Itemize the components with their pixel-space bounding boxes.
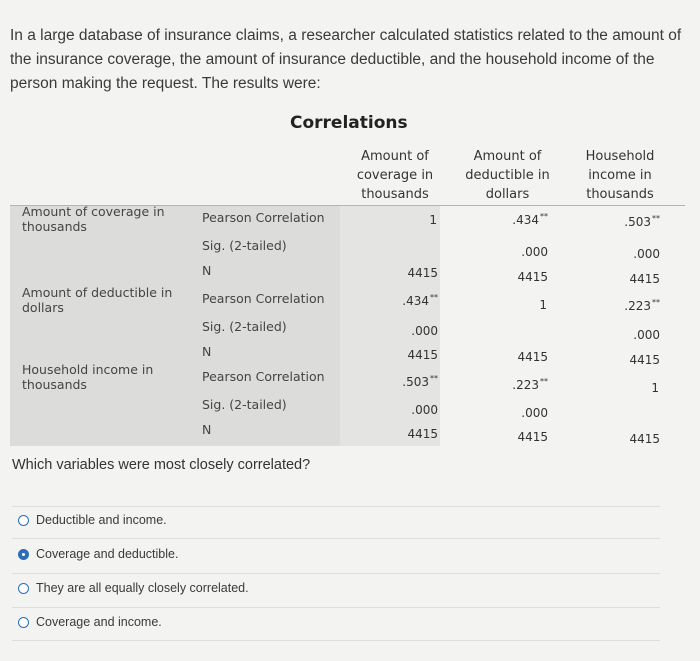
col-header-income: Household income in thousands [585,149,655,202]
cell-r1-c1-pearson: 1 [429,213,437,227]
row-label-coverage: Amount of coverage in thousands [22,204,165,234]
stat-label: Sig. (2-tailed) [202,319,287,334]
option-divider [12,607,660,608]
option-divider [12,506,660,507]
label-shade [10,206,340,446]
cell-r3-c2-n: 4415 [517,430,548,444]
cell-r1-c1-n: 4415 [407,266,438,280]
option-coverage-deductible[interactable] [18,545,178,563]
cell-r1-c3-n: 4415 [629,272,660,286]
stat-label: N [202,344,212,359]
row-label-income: Household income in thousands [22,362,154,392]
cell-r3-c2-sig: .000 [521,406,548,420]
col-header-deductible: Amount of deductible in dollars [465,149,550,202]
cell-r2-c3-n: 4415 [629,353,660,367]
intro-text: In a large database of insurance claims, a researcher calculated statistics related to the amount of the insurance coverage, the amount of insurance deductible, and the household income of the person making the request. The results were: [10,27,682,92]
question-text: Which variables were most closely correlated? [12,457,311,473]
option-label: Deductible and income. [36,513,167,527]
cell-r3-c1-n: 4415 [407,427,438,441]
cell-r2-c3-sig: .000 [633,328,660,342]
radio-icon[interactable] [18,583,29,594]
radio-icon[interactable] [18,515,29,526]
option-divider [12,573,660,574]
cell-r2-c3-pearson: .223** [624,298,660,313]
cell-r3-c3-n: 4415 [629,432,660,446]
stat-label: Pearson Correlation [202,210,325,225]
table-title: Correlations [290,113,408,133]
cell-r1-c2-n: 4415 [517,270,548,284]
cell-r3-c2-pearson: .223** [512,377,548,392]
stat-label: N [202,422,212,437]
option-label: Coverage and deductible. [36,547,179,561]
cell-r3-c1-sig: .000 [411,403,438,417]
cell-r2-c1-n: 4415 [407,348,438,362]
cell-r3-c3-pearson: 1 [651,381,659,395]
stat-label: N [202,263,212,278]
cell-r2-c2-n: 4415 [517,350,548,364]
radio-icon[interactable] [18,617,29,628]
option-coverage-income[interactable] [18,613,162,631]
option-divider [12,538,660,539]
stat-label: Pearson Correlation [202,369,325,384]
cell-r1-c2-sig: .000 [521,245,548,259]
cell-r1-c3-sig: .000 [633,247,660,261]
option-deductible-income[interactable] [18,511,167,529]
option-label: Coverage and income. [36,615,162,629]
cell-r3-c1-pearson: .503** [402,374,438,389]
cell-r1-c3-pearson: .503** [624,214,660,229]
radio-selected-icon[interactable] [18,549,29,560]
cell-r2-c1-pearson: .434** [402,293,438,308]
stat-label: Sig. (2-tailed) [202,397,287,412]
col-header-coverage: Amount of coverage in thousands [356,149,434,202]
option-label: They are all equally closely correlated. [36,581,249,595]
stat-label: Sig. (2-tailed) [202,238,287,253]
cell-r2-c1-sig: .000 [411,324,438,338]
stat-label: Pearson Correlation [202,291,325,306]
option-divider [12,640,660,641]
cell-r2-c2-pearson: 1 [539,298,547,312]
cell-r1-c2-pearson: .434** [512,212,548,227]
row-label-deductible: Amount of deductible in dollars [22,285,173,315]
option-all-equal[interactable] [18,579,249,597]
